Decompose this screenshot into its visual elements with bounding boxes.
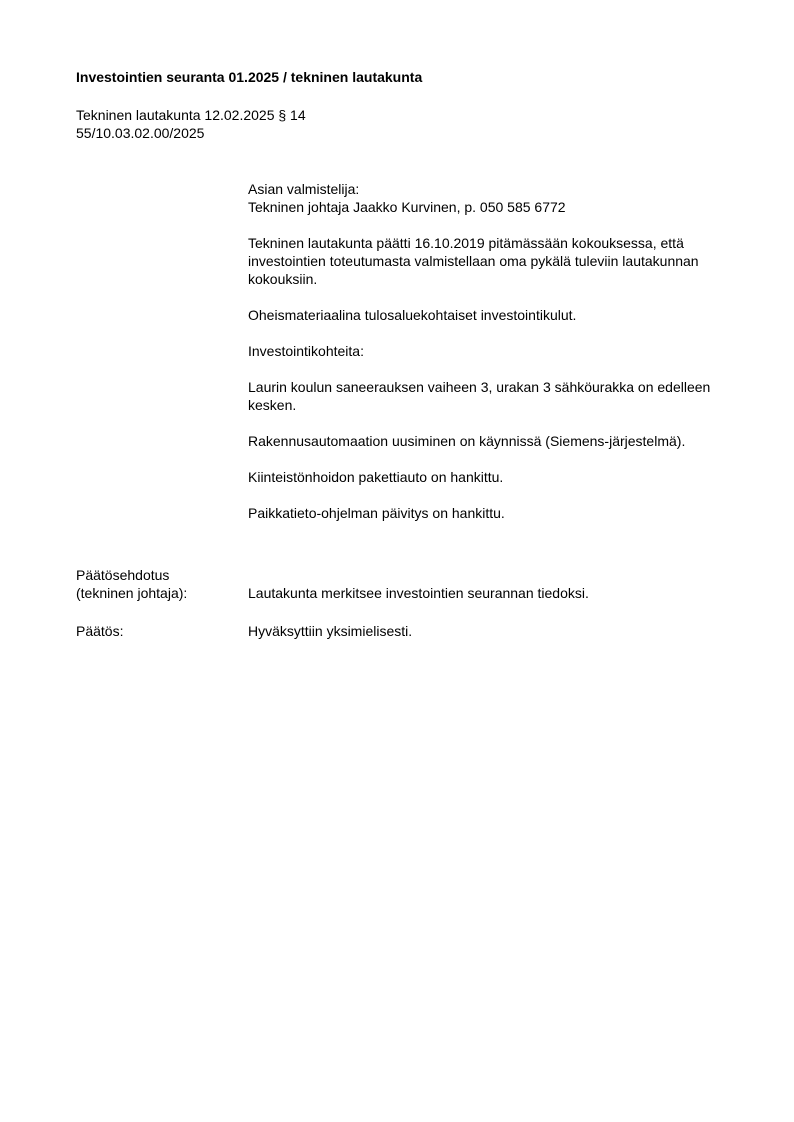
preparer-heading: Asian valmistelija: <box>248 181 360 197</box>
paragraph-background: Tekninen lautakunta päätti 16.10.2019 pitämässään kokouksessa, että investointien toteutumasta valmistellaan oma pykälä tuleviin lautakunnan kokouksiin. <box>248 235 699 287</box>
record-number: 55/10.03.02.00/2025 <box>76 125 205 141</box>
decision-label: Päätös: <box>76 623 124 639</box>
paragraph-attachment: Oheismateriaalina tulosaluekohtaiset investointikulut. <box>248 307 577 323</box>
paragraph-investment-item: Kiinteistönhoidon pakettiauto on hankittu. <box>248 469 504 485</box>
preparer-name: Tekninen johtaja Jaakko Kurvinen, p. 050 585 6772 <box>248 199 566 215</box>
paragraph-investment-heading: Investointikohteita: <box>248 343 364 359</box>
paragraph-investment-item: Rakennusautomaation uusiminen on käynnissä (Siemens-järjestelmä). <box>248 433 686 449</box>
preparer-block <box>248 180 728 216</box>
paragraph-investment-item: Paikkatieto-ohjelman päivitys on hankittu. <box>248 505 505 521</box>
proposal-text: Lautakunta merkitsee investointien seurannan tiedoksi. <box>248 585 589 601</box>
decision-text: Hyväksyttiin yksimielisesti. <box>248 623 413 639</box>
proposal-label-line2: (tekninen johtaja): <box>76 585 188 601</box>
case-body <box>248 180 728 540</box>
document-title: Investointien seuranta 01.2025 / tekninen lautakunta <box>76 69 423 85</box>
paragraph-investment-item: Laurin koulun saneerauksen vaiheen 3, urakan 3 sähköurakka on edelleen kesken. <box>248 379 711 413</box>
meeting-info <box>76 106 306 142</box>
proposal-label <box>76 566 246 602</box>
proposal-label-line1: Päätösehdotus <box>76 567 170 583</box>
meeting-line: Tekninen lautakunta 12.02.2025 § 14 <box>76 107 306 123</box>
